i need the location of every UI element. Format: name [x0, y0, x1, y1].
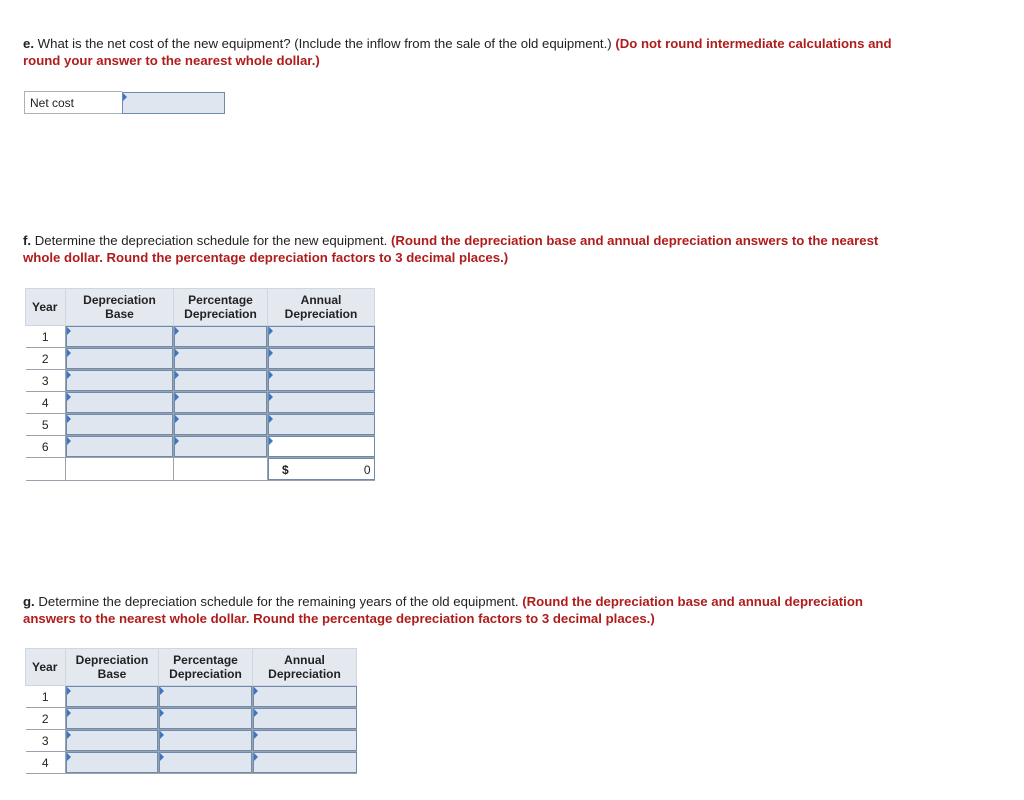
- percentage-depreciation-input[interactable]: [159, 686, 252, 707]
- depreciation-base-input[interactable]: [66, 686, 158, 707]
- total-value: 0: [363, 463, 371, 477]
- annual-depreciation-input[interactable]: [268, 436, 375, 457]
- total-row: [26, 458, 375, 481]
- old-equipment-schedule: [25, 648, 357, 774]
- annual-depreciation-input[interactable]: [268, 326, 375, 347]
- annual-depreciation-total: [268, 458, 375, 480]
- year-header: Year: [26, 649, 66, 686]
- annual-depreciation-input[interactable]: [253, 752, 357, 773]
- year-cell: 4: [26, 392, 66, 414]
- annual-depreciation-input[interactable]: [253, 708, 357, 729]
- depreciation-base-input[interactable]: [66, 708, 158, 729]
- percentage-depreciation-header: Percentage Depreciation: [159, 649, 253, 686]
- question-g-letter: g.: [23, 594, 35, 609]
- question-e: [23, 35, 903, 69]
- annual-depreciation-input[interactable]: [253, 730, 357, 751]
- annual-depreciation-header: Annual Depreciation: [253, 649, 357, 686]
- percentage-depreciation-input[interactable]: [174, 348, 267, 369]
- annual-depreciation-input[interactable]: [268, 348, 375, 369]
- percentage-depreciation-input[interactable]: [159, 708, 252, 729]
- year-cell: 4: [26, 752, 66, 774]
- percentage-depreciation-input[interactable]: [174, 436, 267, 457]
- annual-depreciation-input[interactable]: [268, 392, 375, 413]
- depreciation-base-input[interactable]: [66, 348, 173, 369]
- percentage-depreciation-header: Percentage Depreciation: [174, 289, 268, 326]
- net-cost-label: Net cost: [25, 92, 123, 114]
- table-row: [26, 370, 375, 392]
- annual-depreciation-header: Annual Depreciation: [268, 289, 375, 326]
- header-row: [26, 649, 357, 686]
- table-row: [26, 436, 375, 458]
- percentage-depreciation-input[interactable]: [174, 414, 267, 435]
- table-row: [26, 730, 357, 752]
- net-cost-table: [24, 91, 225, 114]
- net-cost-input[interactable]: [122, 92, 225, 114]
- percentage-depreciation-input[interactable]: [174, 370, 267, 391]
- question-g: [23, 593, 903, 627]
- table-row: [26, 348, 375, 370]
- question-g-text: Determine the depreciation schedule for the remaining years of the old equipment.: [34, 594, 523, 609]
- depreciation-base-input[interactable]: [66, 370, 173, 391]
- new-equipment-schedule: [25, 288, 375, 481]
- question-f-instruction: (Round the depreciation base and annual depreciation answers to the nearest whole dollar. Round the percentage depreciation factors to 3 decimal places.): [23, 233, 879, 265]
- question-f-text: Determine the depreciation schedule for the new equipment.: [31, 233, 392, 248]
- table-row: [26, 326, 375, 348]
- table-row: [26, 414, 375, 436]
- depreciation-base-input[interactable]: [66, 414, 173, 435]
- year-cell: 3: [26, 730, 66, 752]
- year-cell: 2: [26, 708, 66, 730]
- question-e-text: What is the net cost of the new equipment? (Include the inflow from the sale of the old equipment.): [34, 36, 616, 51]
- table-row: [26, 686, 357, 708]
- percentage-depreciation-input[interactable]: [174, 392, 267, 413]
- year-cell: 1: [26, 686, 66, 708]
- year-cell: 6: [26, 436, 66, 458]
- depreciation-base-input[interactable]: [66, 752, 158, 773]
- percentage-depreciation-input[interactable]: [174, 326, 267, 347]
- table-row: [26, 392, 375, 414]
- table-row: [26, 708, 357, 730]
- percentage-depreciation-input[interactable]: [159, 752, 252, 773]
- year-cell: 3: [26, 370, 66, 392]
- depreciation-base-header: Depreciation Base: [66, 649, 159, 686]
- annual-depreciation-input[interactable]: [253, 686, 357, 707]
- question-g-instruction: (Round the depreciation base and annual depreciation answers to the nearest whole dollar. Round the percentage depreciation factors to 3 decimal places.): [23, 594, 863, 626]
- depreciation-base-input[interactable]: [66, 326, 173, 347]
- header-row: [26, 289, 375, 326]
- year-cell: 5: [26, 414, 66, 436]
- year-cell: 1: [26, 326, 66, 348]
- depreciation-base-input[interactable]: [66, 436, 173, 457]
- question-f-letter: f.: [23, 233, 32, 248]
- depreciation-base-input[interactable]: [66, 392, 173, 413]
- depreciation-base-input[interactable]: [66, 730, 158, 751]
- table-row: [26, 752, 357, 774]
- year-cell: 2: [26, 348, 66, 370]
- annual-depreciation-input[interactable]: [268, 414, 375, 435]
- annual-depreciation-input[interactable]: [268, 370, 375, 391]
- depreciation-base-header: Depreciation Base: [66, 289, 174, 326]
- question-f: [23, 232, 903, 266]
- percentage-depreciation-input[interactable]: [159, 730, 252, 751]
- question-e-instruction: (Do not round intermediate calculations and round your answer to the nearest whole dollar.): [23, 36, 892, 68]
- currency-symbol: $: [282, 463, 289, 477]
- year-header: Year: [26, 289, 66, 326]
- question-e-letter: e.: [23, 36, 34, 51]
